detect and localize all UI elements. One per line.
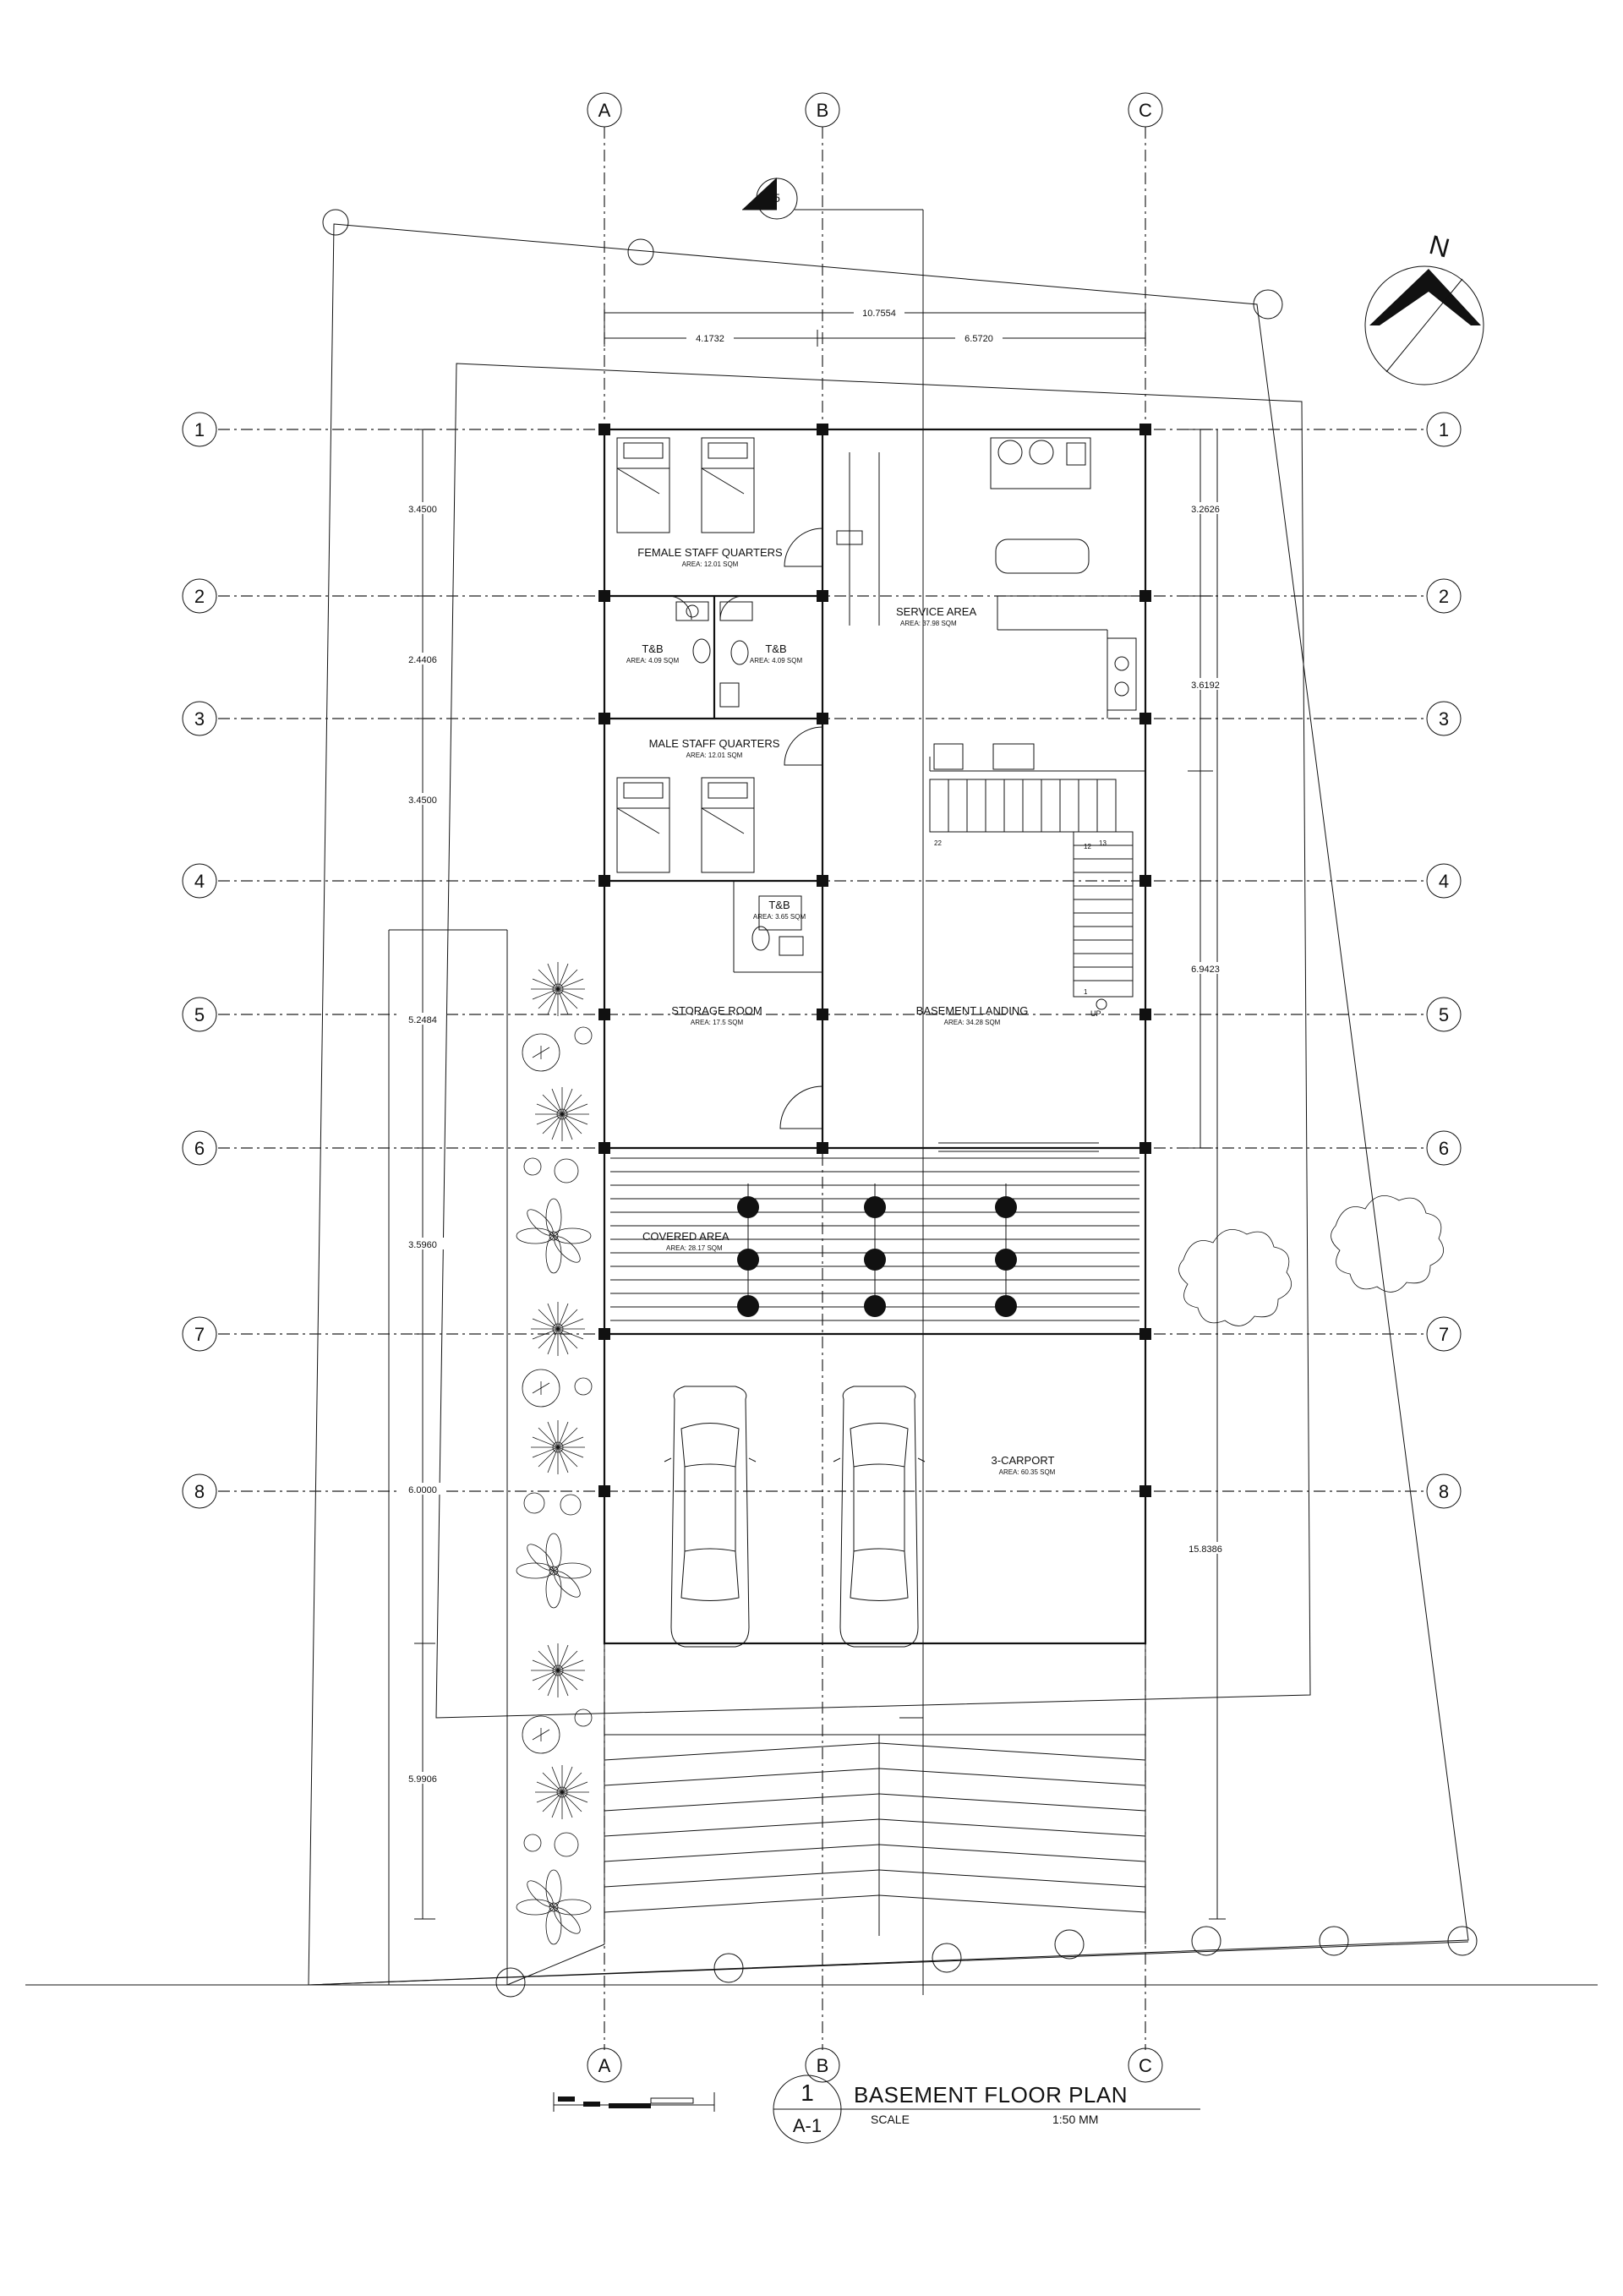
left-dimensions: [401, 429, 445, 1919]
outside-trees: [1179, 1195, 1444, 1326]
room-female-staff-area: AREA: 12.01 SQM: [681, 560, 739, 568]
boundary-markers: [323, 210, 1477, 1997]
section-marker-number: 5: [773, 191, 780, 205]
grid-bubble-8-left: 8: [194, 1481, 205, 1502]
dim-right-3: 6.9423: [1191, 965, 1220, 975]
dim-overall-width: 10.7554: [862, 309, 896, 319]
room-male-staff-area: AREA: 12.01 SQM: [686, 752, 743, 759]
stair-up-label: UP: [1090, 1009, 1101, 1018]
grid-bubble-1-left: 1: [194, 419, 205, 440]
building-walls: [604, 429, 1145, 1643]
room-tb3-area: AREA: 3.65 SQM: [752, 913, 806, 921]
grid-bubble-6-right: 6: [1438, 1138, 1450, 1159]
side-strip: [389, 930, 604, 1985]
dim-left-3: 3.4500: [408, 795, 437, 806]
room-service-name: SERVICE AREA: [896, 605, 977, 618]
grid-bubble-7-left: 7: [194, 1324, 205, 1345]
room-carport-area: AREA: 60.35 SQM: [998, 1468, 1056, 1476]
grid-bubble-1-right: 1: [1438, 419, 1450, 440]
grid-bubble-a-top: A: [598, 100, 611, 121]
dim-left-6: 6.0000: [408, 1485, 437, 1495]
room-storage-area: AREA: 17.5 SQM: [690, 1019, 744, 1026]
grid-bubble-4-right: 4: [1438, 871, 1450, 892]
driveway: [604, 1643, 1145, 1944]
dim-top-right: 6.5720: [965, 334, 993, 344]
kitchen-fixtures: [837, 438, 1136, 769]
dim-left-2: 2.4406: [408, 655, 437, 665]
section-marker: [742, 178, 923, 1995]
grid-bubble-a-bottom: A: [598, 2055, 611, 2076]
doors: [668, 528, 1099, 1151]
property-boundary: [309, 224, 1468, 1985]
grid-bubble-5-right: 5: [1438, 1004, 1450, 1025]
room-service-area: AREA: 37.98 SQM: [900, 620, 957, 627]
dim-right-4: 15.8386: [1189, 1544, 1222, 1555]
grid-bubble-7-right: 7: [1438, 1324, 1450, 1345]
top-dimensions: [604, 304, 1145, 347]
grid-bubble-2-right: 2: [1438, 586, 1450, 607]
grid-bubble-c-bottom: C: [1139, 2055, 1152, 2076]
title-scale-value: 1:50 MM: [1052, 2113, 1099, 2126]
dim-left-7: 5.9906: [408, 1774, 437, 1785]
title-scale-label: SCALE: [871, 2113, 910, 2126]
room-tb1-name: T&B: [642, 642, 664, 655]
grid-bubble-b-top: B: [816, 100, 829, 121]
grid-bubble-3-right: 3: [1438, 708, 1450, 730]
room-tb3-name: T&B: [768, 899, 790, 911]
grid-bubble-c-top: C: [1139, 100, 1152, 121]
graphic-scale: [554, 2092, 714, 2112]
grid-bubble-3-left: 3: [194, 708, 205, 730]
title-text: BASEMENT FLOOR PLAN: [854, 2082, 1128, 2107]
column-gridlines: [604, 127, 1145, 2050]
room-storage-name: STORAGE ROOM: [671, 1004, 762, 1017]
room-tb2-area: AREA: 4.09 SQM: [749, 657, 803, 664]
room-male-staff-name: MALE STAFF QUARTERS: [648, 737, 780, 750]
stair-step-1: 1: [1084, 988, 1088, 996]
stair-step-13: 13: [1099, 839, 1107, 847]
room-landing-area: AREA: 34.28 SQM: [943, 1019, 1001, 1026]
structural-columns: [598, 424, 1151, 1497]
grid-bubble-b-bottom: B: [816, 2055, 829, 2076]
room-tb2-name: T&B: [765, 642, 787, 655]
title-number: 1: [801, 2080, 814, 2106]
grid-bubble-8-right: 8: [1438, 1481, 1450, 1502]
room-landing-name: BASEMENT LANDING: [915, 1004, 1029, 1017]
grid-bubble-4-left: 4: [194, 871, 205, 892]
room-covered-area: AREA: 28.17 SQM: [666, 1244, 723, 1252]
stair-step-12: 12: [1084, 843, 1091, 850]
room-labels: [626, 546, 1056, 1476]
stair-step-22: 22: [934, 839, 942, 847]
dim-right-2: 3.6192: [1191, 681, 1220, 691]
north-arrow: [1365, 229, 1484, 385]
title-sheet: A-1: [792, 2115, 822, 2136]
dim-top-left: 4.1732: [696, 334, 724, 344]
room-tb1-area: AREA: 4.09 SQM: [626, 657, 680, 664]
dim-left-5: 3.5960: [408, 1240, 437, 1250]
right-dimensions: [1182, 429, 1229, 1919]
room-female-staff-name: FEMALE STAFF QUARTERS: [637, 546, 783, 559]
room-carport-name: 3-CARPORT: [991, 1454, 1055, 1467]
north-label: N: [1426, 228, 1453, 264]
stair: [930, 779, 1133, 1018]
title-block: [773, 2075, 1200, 2143]
side-planting: [516, 962, 592, 1944]
dim-left-1: 3.4500: [408, 505, 437, 515]
room-covered-name: COVERED AREA: [642, 1230, 730, 1243]
grid-bubble-2-left: 2: [194, 586, 205, 607]
grid-bubble-6-left: 6: [194, 1138, 205, 1159]
dim-right-1: 3.2626: [1191, 505, 1220, 515]
dim-left-4: 5.2484: [408, 1015, 437, 1025]
grid-bubble-5-left: 5: [194, 1004, 205, 1025]
